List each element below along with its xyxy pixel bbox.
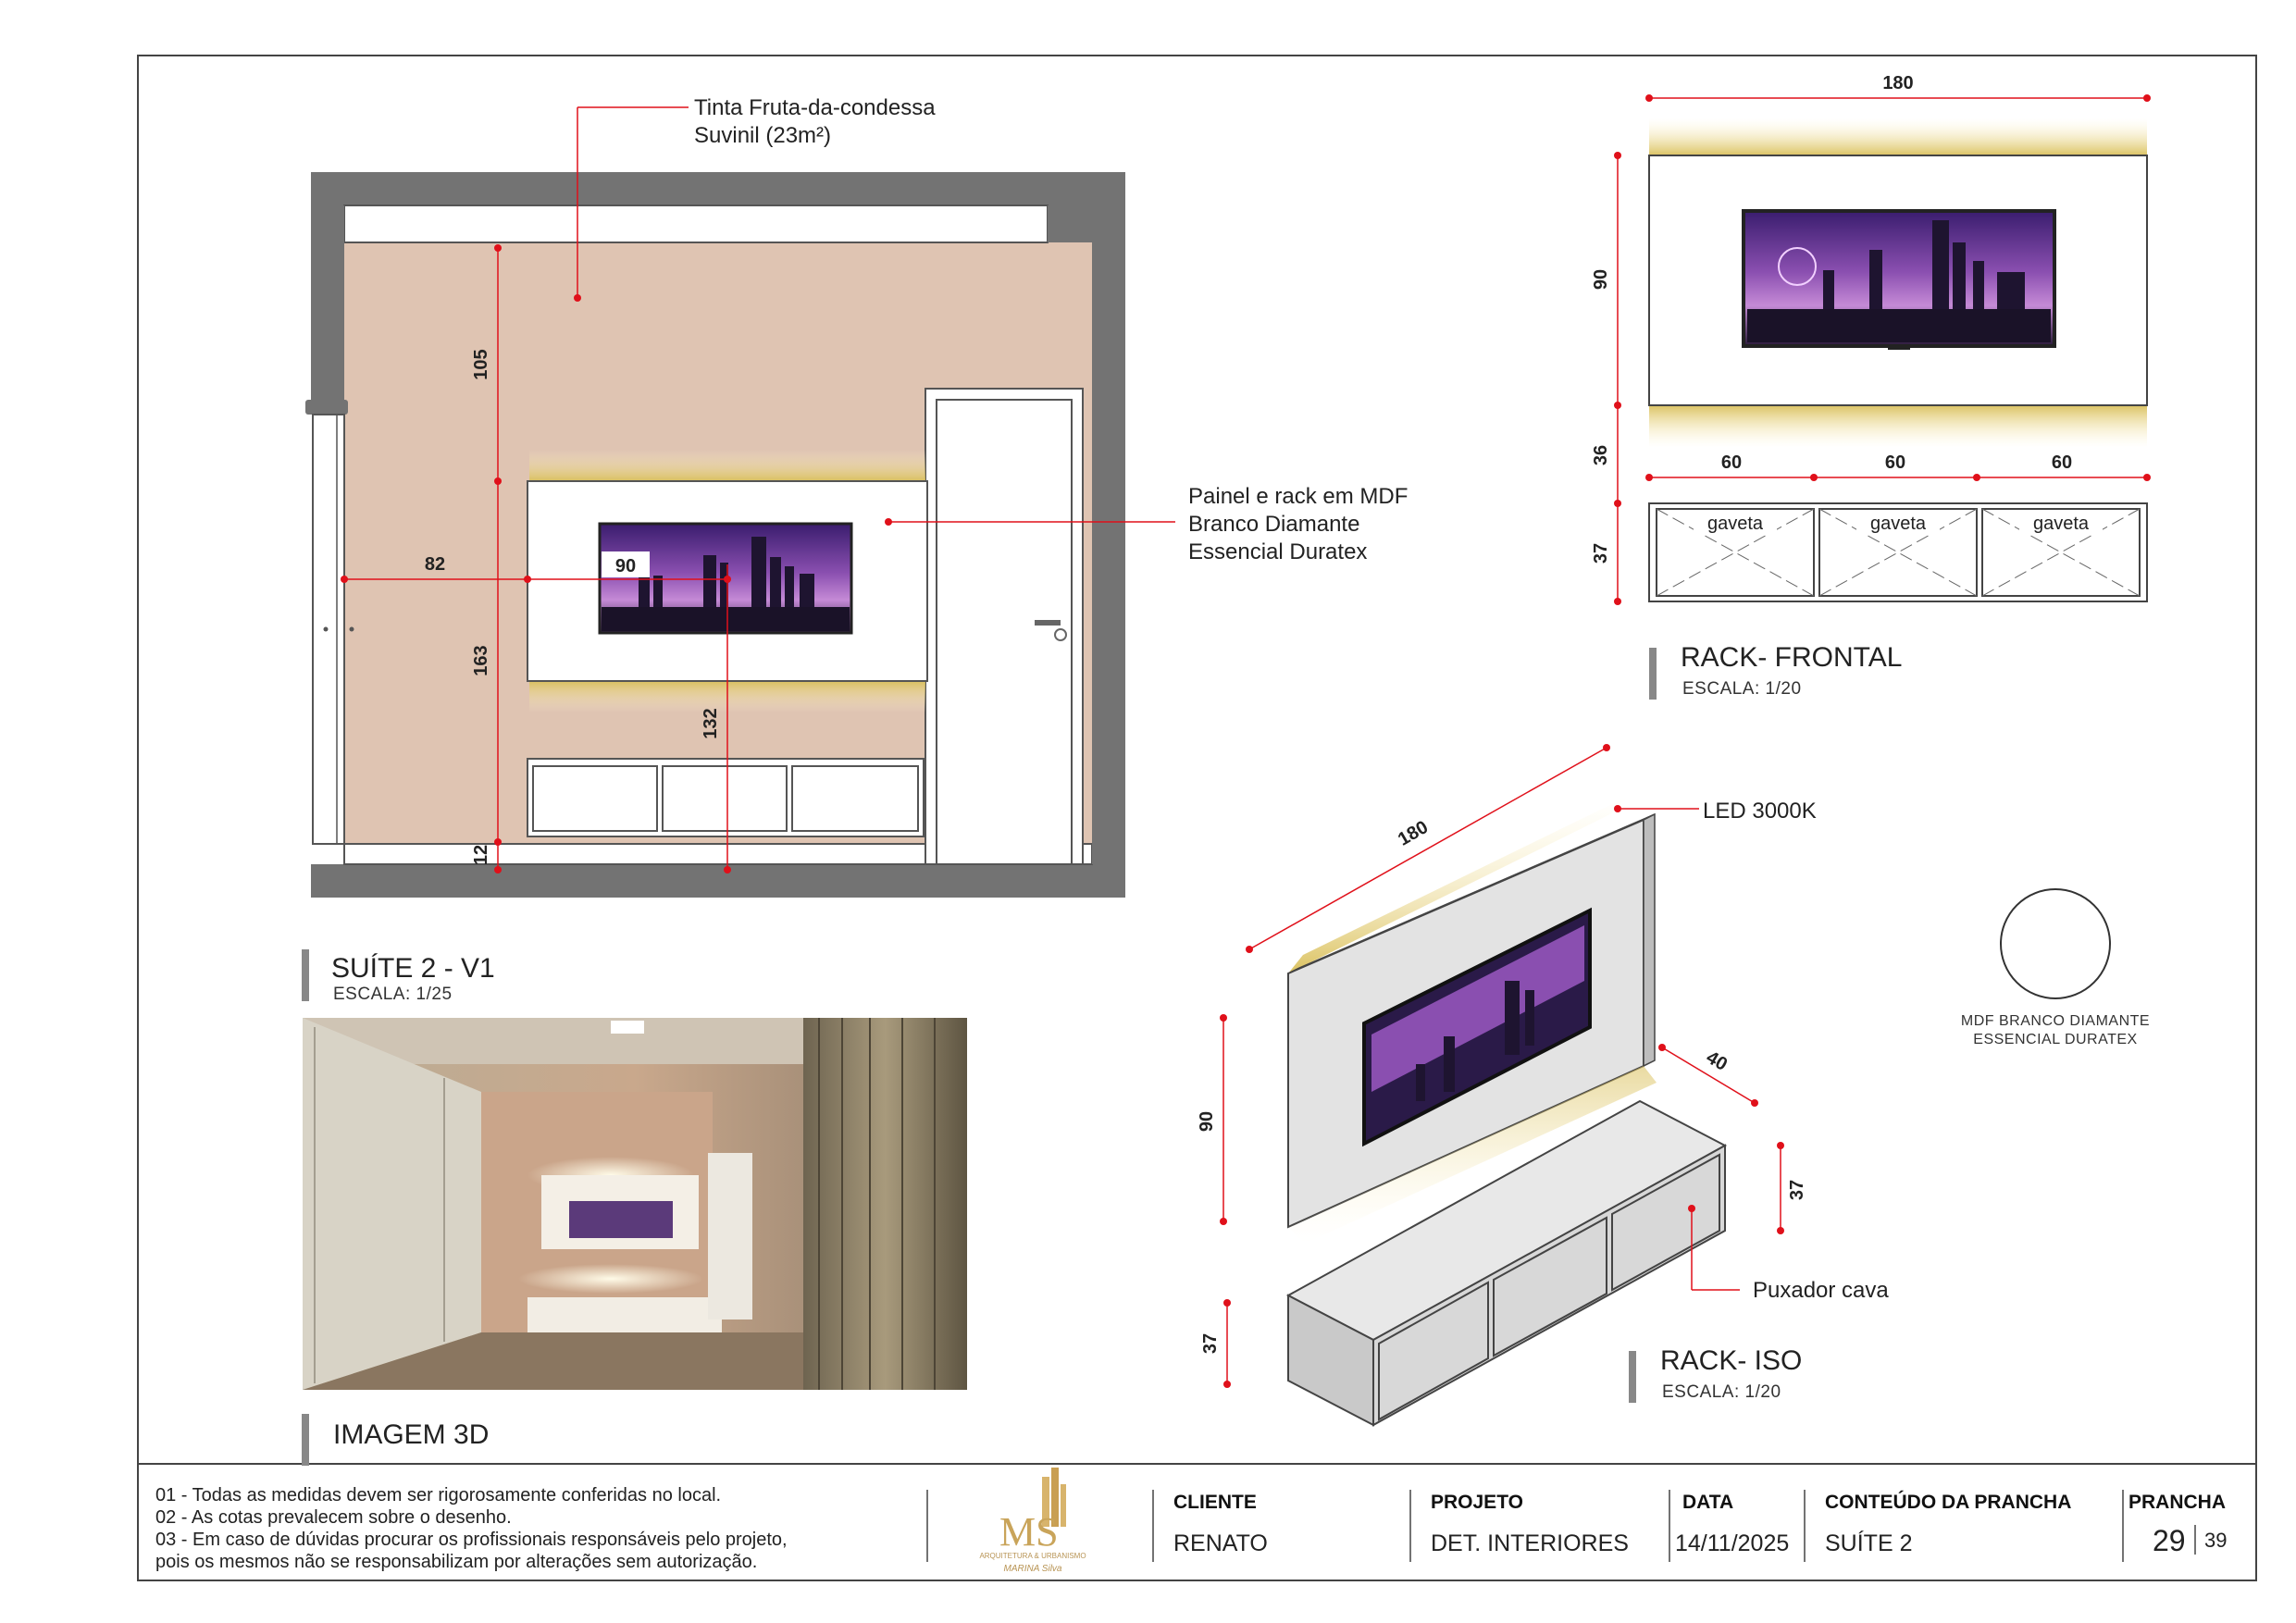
title-block [155, 1468, 2227, 1574]
floor-section [311, 864, 1125, 898]
tv-water [602, 607, 850, 631]
rack-elevation [527, 759, 924, 836]
note-line: pois os mesmos não se responsabilizam por alterações sem autorização. [155, 1552, 758, 1572]
door-handle-icon [1035, 620, 1061, 626]
drawer-label: gaveta [2032, 514, 2090, 534]
logo [979, 1468, 1086, 1574]
dim-180-iso: 180 [1395, 816, 1432, 850]
left-wall-cap [305, 400, 348, 415]
elevation-suite-2 [302, 95, 1408, 1004]
panel-label-line3: Essencial Duratex [1188, 539, 1368, 564]
door-leaf [937, 400, 1072, 864]
dim-60-b: 60 [1884, 452, 1906, 473]
data-value: 14/11/2025 [1675, 1530, 1790, 1556]
material-sample-icon [2001, 889, 2110, 998]
drop-ceiling-soffit [1048, 205, 1092, 242]
note-line: 03 - Em caso de dúvidas procurar os profissionais responsáveis pelo projeto, [155, 1530, 788, 1550]
title-bar [302, 1414, 309, 1466]
dim-60-a: 60 [1720, 452, 1743, 473]
dim-37-iso-base: 37 [1200, 1332, 1221, 1355]
drop-ceiling [344, 205, 1048, 242]
iso-title: RACK- ISO [1660, 1345, 1803, 1376]
frontal-title: RACK- FRONTAL [1681, 642, 1903, 673]
render-title: IMAGEM 3D [333, 1419, 490, 1450]
dim-132: 132 [701, 708, 721, 739]
projeto-value: DET. INTERIORES [1431, 1530, 1629, 1556]
cliente-value: RENATO [1173, 1530, 1268, 1556]
dim-12: 12 [471, 844, 491, 866]
dim-60-c: 60 [2051, 452, 2073, 473]
note-line: 02 - As cotas prevalecem sobre o desenho. [155, 1507, 512, 1528]
led-label: LED 3000K [1703, 799, 1817, 824]
prancha-total: 39 [2204, 1529, 2228, 1552]
right-wall-section [1092, 205, 1125, 864]
render-door [708, 1153, 752, 1319]
frontal-scale: ESCALA: 1/20 [1682, 679, 1802, 699]
rack-frontal [1591, 73, 2151, 700]
data-label: DATA [1682, 1492, 1734, 1513]
dim-180-frontal: 180 [1882, 73, 1914, 93]
wardrobe-handle-icon [350, 627, 354, 632]
ceiling-section [311, 172, 1125, 205]
prancha-label: PRANCHA [2128, 1492, 2226, 1513]
logo-signature: MARINA Silva [1003, 1564, 1062, 1574]
frontal-tv-stand [1888, 346, 1910, 350]
handle-label: Puxador cava [1753, 1278, 1889, 1303]
note-line: 01 - Todas as medidas devem ser rigorosamente conferidas no local. [155, 1485, 722, 1505]
dim-163: 163 [471, 645, 491, 676]
conteudo-value: SUÍTE 2 [1825, 1530, 1913, 1556]
title-bar [302, 949, 309, 1001]
paint-label-line2: Suvinil (23m²) [694, 123, 832, 148]
projeto-label: PROJETO [1431, 1492, 1523, 1513]
dim-37-iso-side: 37 [1787, 1179, 1807, 1201]
prancha-number: 29 [2153, 1524, 2186, 1557]
elevation-title: SUÍTE 2 - V1 [331, 953, 495, 984]
dim-82: 82 [424, 554, 446, 575]
panel-label: Painel e rack em MDF [1188, 484, 1409, 509]
render-tv [569, 1201, 673, 1238]
conteudo-label: CONTEÚDO DA PRANCHA [1825, 1492, 2072, 1513]
logo-tagline: ARQUITETURA & URBANISMO [979, 1552, 1086, 1560]
frontal-led-down [1649, 405, 2147, 448]
dim-90-elev: 90 [614, 556, 637, 576]
material-name: MDF BRANCO DIAMANTE [1960, 1013, 2151, 1029]
rack-iso [1197, 744, 1889, 1425]
panel-label-line2: Branco Diamante [1188, 512, 1360, 537]
material-swatch [1961, 889, 2150, 1047]
elevation-scale: ESCALA: 1/25 [333, 985, 453, 1004]
dim-37-frontal: 37 [1591, 542, 1611, 564]
dim-36-frontal: 36 [1591, 444, 1611, 466]
paint-label: Tinta Fruta-da-condessa [694, 95, 936, 120]
dim-90-iso: 90 [1197, 1110, 1217, 1133]
dim-90-frontal: 90 [1591, 268, 1611, 291]
title-bar [1649, 648, 1657, 700]
left-wall-upper [311, 205, 344, 400]
iso-scale: ESCALA: 1/20 [1662, 1382, 1781, 1402]
cliente-label: CLIENTE [1173, 1492, 1257, 1513]
logo-mark: MS [999, 1509, 1059, 1555]
render-curtain [803, 1018, 967, 1390]
panel-led-up [529, 450, 925, 481]
render-3d [302, 1018, 967, 1466]
drawer-label: gaveta [1706, 514, 1764, 534]
frontal-led-up [1649, 118, 2147, 155]
wardrobe-handle-icon [324, 627, 329, 632]
drawer-label: gaveta [1869, 514, 1927, 534]
title-bar [1629, 1351, 1636, 1403]
left-wardrobe [313, 415, 344, 844]
dim-105: 105 [471, 349, 491, 380]
material-supplier: ESSENCIAL DURATEX [1973, 1032, 2138, 1047]
iso-panel-side [1644, 814, 1655, 1066]
dim-40-iso: 40 [1702, 1047, 1731, 1075]
frontal-tv-water [1747, 309, 2051, 342]
render-ceiling-light [611, 1021, 644, 1034]
